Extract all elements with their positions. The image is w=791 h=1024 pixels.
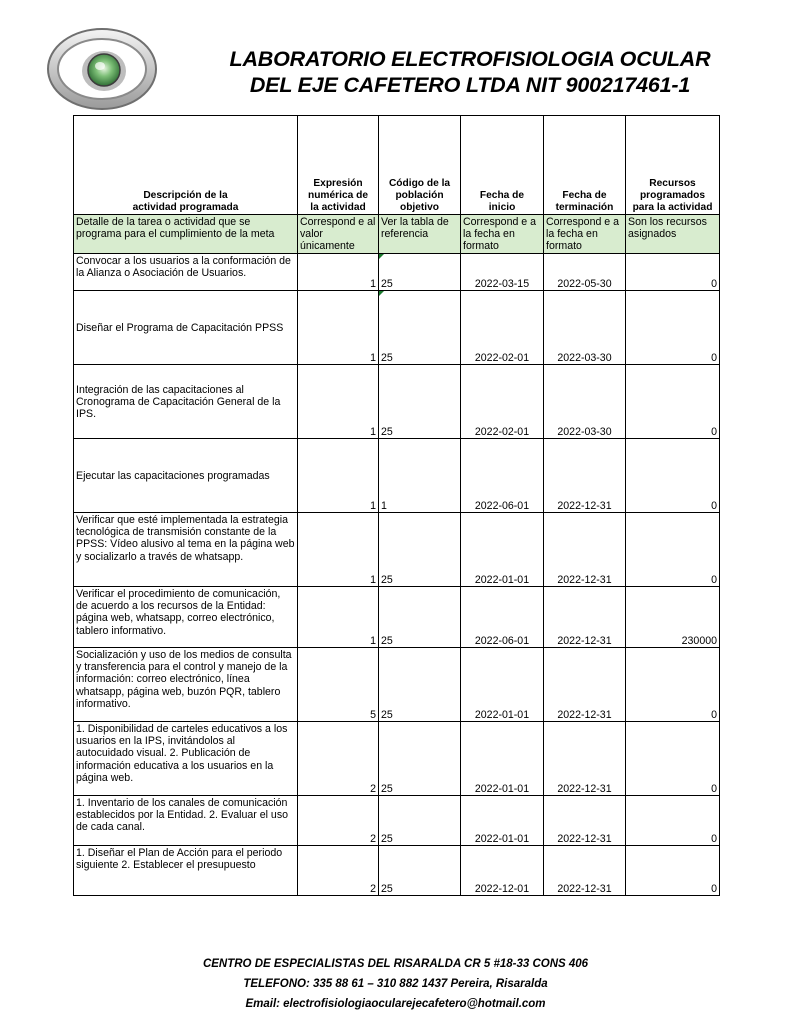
row-end-date: 2022-05-30 [544,254,626,291]
guide-population-code: Ver la tabla de referencia [379,215,461,254]
column-header-resources: Recursos programados para la actividad [626,116,720,215]
row-population-code-value: 25 [381,277,393,290]
row-population-code: 25 [379,796,461,846]
comment-marker-icon [379,291,384,296]
row-numeric: 2 [298,846,379,896]
table-row [74,254,720,291]
row-end-date: 2022-12-31 [544,722,626,796]
row-end-date: 2022-12-31 [544,513,626,587]
row-end-date: 2022-12-31 [544,439,626,513]
row-description: Verificar que esté implementada la estrategia tecnológica de transmisión constante de la PPSS: Vídeo alusivo al tema en la página web y socializarlo a través de whatsapp. [74,513,298,587]
row-numeric: 1 [298,587,379,648]
row-description: Integración de las capacitaciones al Cronograma de Capacitación General de la IPS. [74,365,298,439]
table-row [74,291,720,365]
row-start-date: 2022-02-01 [461,365,544,439]
footer-address: CENTRO DE ESPECIALISTAS DEL RISARALDA CR 5 #18-33 CONS 406 [202,958,589,970]
column-header-start-date: Fecha de inicio [461,116,544,215]
row-numeric: 1 [298,365,379,439]
row-resources: 0 [626,722,720,796]
table-row [74,722,720,796]
row-resources: 0 [626,439,720,513]
guide-description: Detalle de la tarea o actividad que se programa para el cumplimiento de la meta [74,215,298,254]
table-guide-row [74,215,720,254]
row-resources: 0 [626,846,720,896]
row-start-date: 2022-01-01 [461,648,544,722]
row-resources: 0 [626,796,720,846]
row-start-date: 2022-06-01 [461,587,544,648]
row-resources: 0 [626,291,720,365]
row-resources: 0 [626,254,720,291]
row-numeric: 1 [298,291,379,365]
row-description: Convocar a los usuarios a la conformación de la Alianza o Asociación de Usuarios. [74,254,298,291]
row-end-date: 2022-12-31 [544,796,626,846]
table-row [74,648,720,722]
row-population-code: 25 [379,846,461,896]
row-start-date: 2022-12-01 [461,846,544,896]
row-start-date: 2022-02-01 [461,291,544,365]
row-population-code: 25 [379,365,461,439]
row-start-date: 2022-01-01 [461,796,544,846]
table-row [74,796,720,846]
row-population-code [379,254,461,291]
row-resources: 0 [626,513,720,587]
row-start-date: 2022-01-01 [461,513,544,587]
title-line-2: DEL EJE CAFETERO LTDA NIT 900217461-1 [249,73,691,97]
guide-resources: Son los recursos asignados [626,215,720,254]
activity-table-wrapper [73,115,720,896]
row-end-date: 2022-03-30 [544,291,626,365]
row-population-code: 25 [379,587,461,648]
page-title [210,46,730,98]
row-population-code [379,291,461,365]
row-end-date: 2022-03-30 [544,365,626,439]
row-description: Diseñar el Programa de Capacitación PPSS [74,291,298,365]
column-header-description: Descripción de la actividad programada [74,116,298,215]
row-end-date: 2022-12-31 [544,846,626,896]
guide-start-date: Correspond e a la fecha en formato [461,215,544,254]
row-resources: 0 [626,648,720,722]
row-start-date: 2022-06-01 [461,439,544,513]
column-header-end-date: Fecha de terminación [544,116,626,215]
row-numeric: 1 [298,513,379,587]
comment-marker-icon [379,254,384,259]
row-numeric: 5 [298,648,379,722]
table-header-row [74,116,720,215]
row-numeric: 2 [298,796,379,846]
column-header-numeric: Expresión numérica de la actividad [298,116,379,215]
footer-email: Email: electrofisiologiaocularejecafetero@hotmail.com [245,998,546,1010]
table-row [74,846,720,896]
table-row [74,513,720,587]
row-population-code: 1 [379,439,461,513]
row-start-date: 2022-03-15 [461,254,544,291]
row-population-code: 25 [379,722,461,796]
row-description: Ejecutar las capacitaciones programadas [74,439,298,513]
row-numeric: 2 [298,722,379,796]
row-description: 1. Diseñar el Plan de Acción para el periodo siguiente 2. Establecer el presupuesto [74,846,298,896]
row-resources: 0 [626,365,720,439]
row-population-code-value: 25 [381,351,393,364]
footer-phone: TELEFONO: 335 88 61 – 310 882 1437 Pereira, Risaralda [243,978,548,990]
eye-logo-icon [46,26,158,112]
row-description: Socialización y uso de los medios de consulta y transferencia para el control y manejo de la información: correo electrónico, línea whatsapp, página web, buzón PQR, tablero informativo. [74,648,298,722]
guide-numeric: Correspond e al valor únicamente [298,215,379,254]
guide-end-date: Correspond e a la fecha en formato [544,215,626,254]
row-population-code: 25 [379,513,461,587]
row-numeric: 1 [298,254,379,291]
activity-table [73,115,720,896]
row-end-date: 2022-12-31 [544,648,626,722]
row-description: Verificar el procedimiento de comunicación, de acuerdo a los recursos de la Entidad: página web, whatsapp, correo electrónico, tablero informativo. [74,587,298,648]
table-row [74,439,720,513]
row-resources: 230000 [626,587,720,648]
row-description: 1. Inventario de los canales de comunicación establecidos por la Entidad. 2. Evaluar el uso de cada canal. [74,796,298,846]
row-start-date: 2022-01-01 [461,722,544,796]
row-end-date: 2022-12-31 [544,587,626,648]
row-numeric: 1 [298,439,379,513]
table-row [74,587,720,648]
column-header-population-code: Código de la población objetivo [379,116,461,215]
row-description: 1. Disponibilidad de carteles educativos a los usuarios en la IPS, invitándolos al autocuidado visual. 2. Publicación de información educativa a los usuarios en la página web. [74,722,298,796]
table-row [74,365,720,439]
row-population-code: 25 [379,648,461,722]
page-footer [0,954,791,1014]
title-line-1: LABORATORIO ELECTROFISIOLOGIA OCULAR [229,47,711,71]
